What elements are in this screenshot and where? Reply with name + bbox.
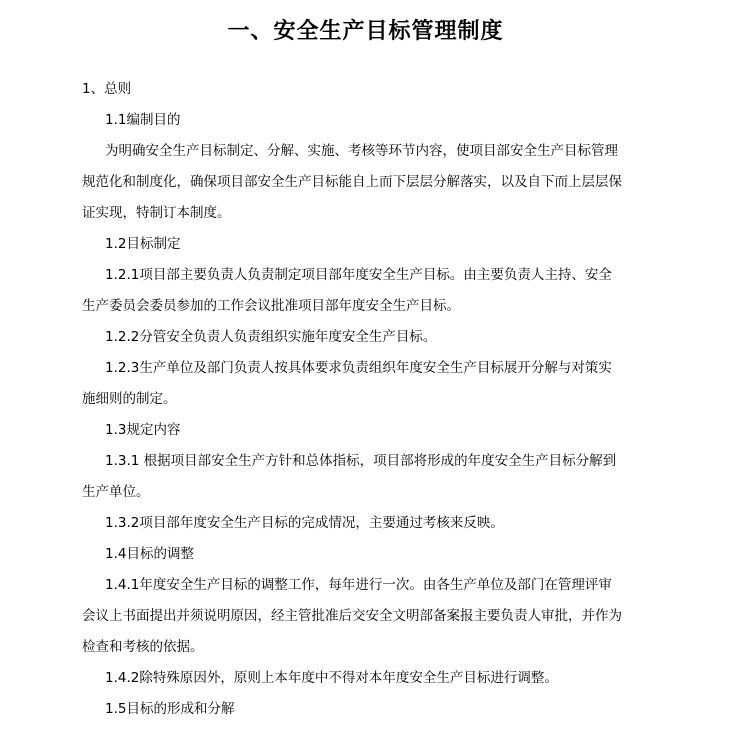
paragraph-line: 检查和考核的依据。 — [82, 639, 204, 655]
paragraph-line: 1.2.2分管安全负责人负责组织实施年度安全生产目标。 — [105, 329, 437, 345]
paragraph-line: 1.3.2项目部年度安全生产目标的完成情况，主要通过考核来反映。 — [105, 515, 504, 531]
paragraph-line: 为明确安全生产目标制定、分解、实施、考核等环节内容，使项目部安全生产目标管理 — [105, 143, 618, 159]
paragraph-line: 1.4.2除特殊原因外，原则上本年度中不得对本年度安全生产目标进行调整。 — [105, 670, 558, 686]
subsection-heading: 1.1编制目的 — [105, 112, 181, 128]
paragraph-line: 1.2.1项目部主要负责人负责制定项目部年度安全生产目标。由主要负责人主持、安全 — [105, 267, 612, 283]
paragraph-line: 生产单位。 — [82, 484, 150, 500]
subsection-heading: 1.2目标制定 — [105, 236, 181, 252]
subsection-heading: 1.3规定内容 — [105, 422, 181, 438]
paragraph-line: 生产委员会委员参加的工作会议批准项目部年度安全生产目标。 — [82, 298, 460, 314]
paragraph-line: 1.2.3生产单位及部门负责人按具体要求负责组织年度安全生产目标展开分解与对策实 — [105, 360, 612, 376]
paragraph-line: 证实现，特制订本制度。 — [82, 205, 231, 221]
paragraph-line: 会议上书面提出并须说明原因，经主管批准后交安全文明部备案报主要负责人审批，并作为 — [82, 608, 622, 624]
page-title: 一、安全生产目标管理制度 — [227, 19, 504, 44]
subsection-heading: 1.5目标的形成和分解 — [105, 701, 235, 717]
section-heading: 1、总则 — [82, 81, 132, 97]
paragraph-line: 规范化和制度化，确保项目部安全生产目标能自上而下层层分解落实，以及自下而上层层保 — [82, 174, 622, 190]
subsection-heading: 1.4目标的调整 — [105, 546, 194, 562]
paragraph-line: 1.3.1 根据项目部安全生产方针和总体指标，项目部将形成的年度安全生产目标分解到 — [105, 453, 617, 469]
paragraph-line: 施细则的制定。 — [82, 391, 177, 407]
paragraph-line: 1.4.1年度安全生产目标的调整工作，每年进行一次。由各生产单位及部门在管理评审 — [105, 577, 612, 593]
